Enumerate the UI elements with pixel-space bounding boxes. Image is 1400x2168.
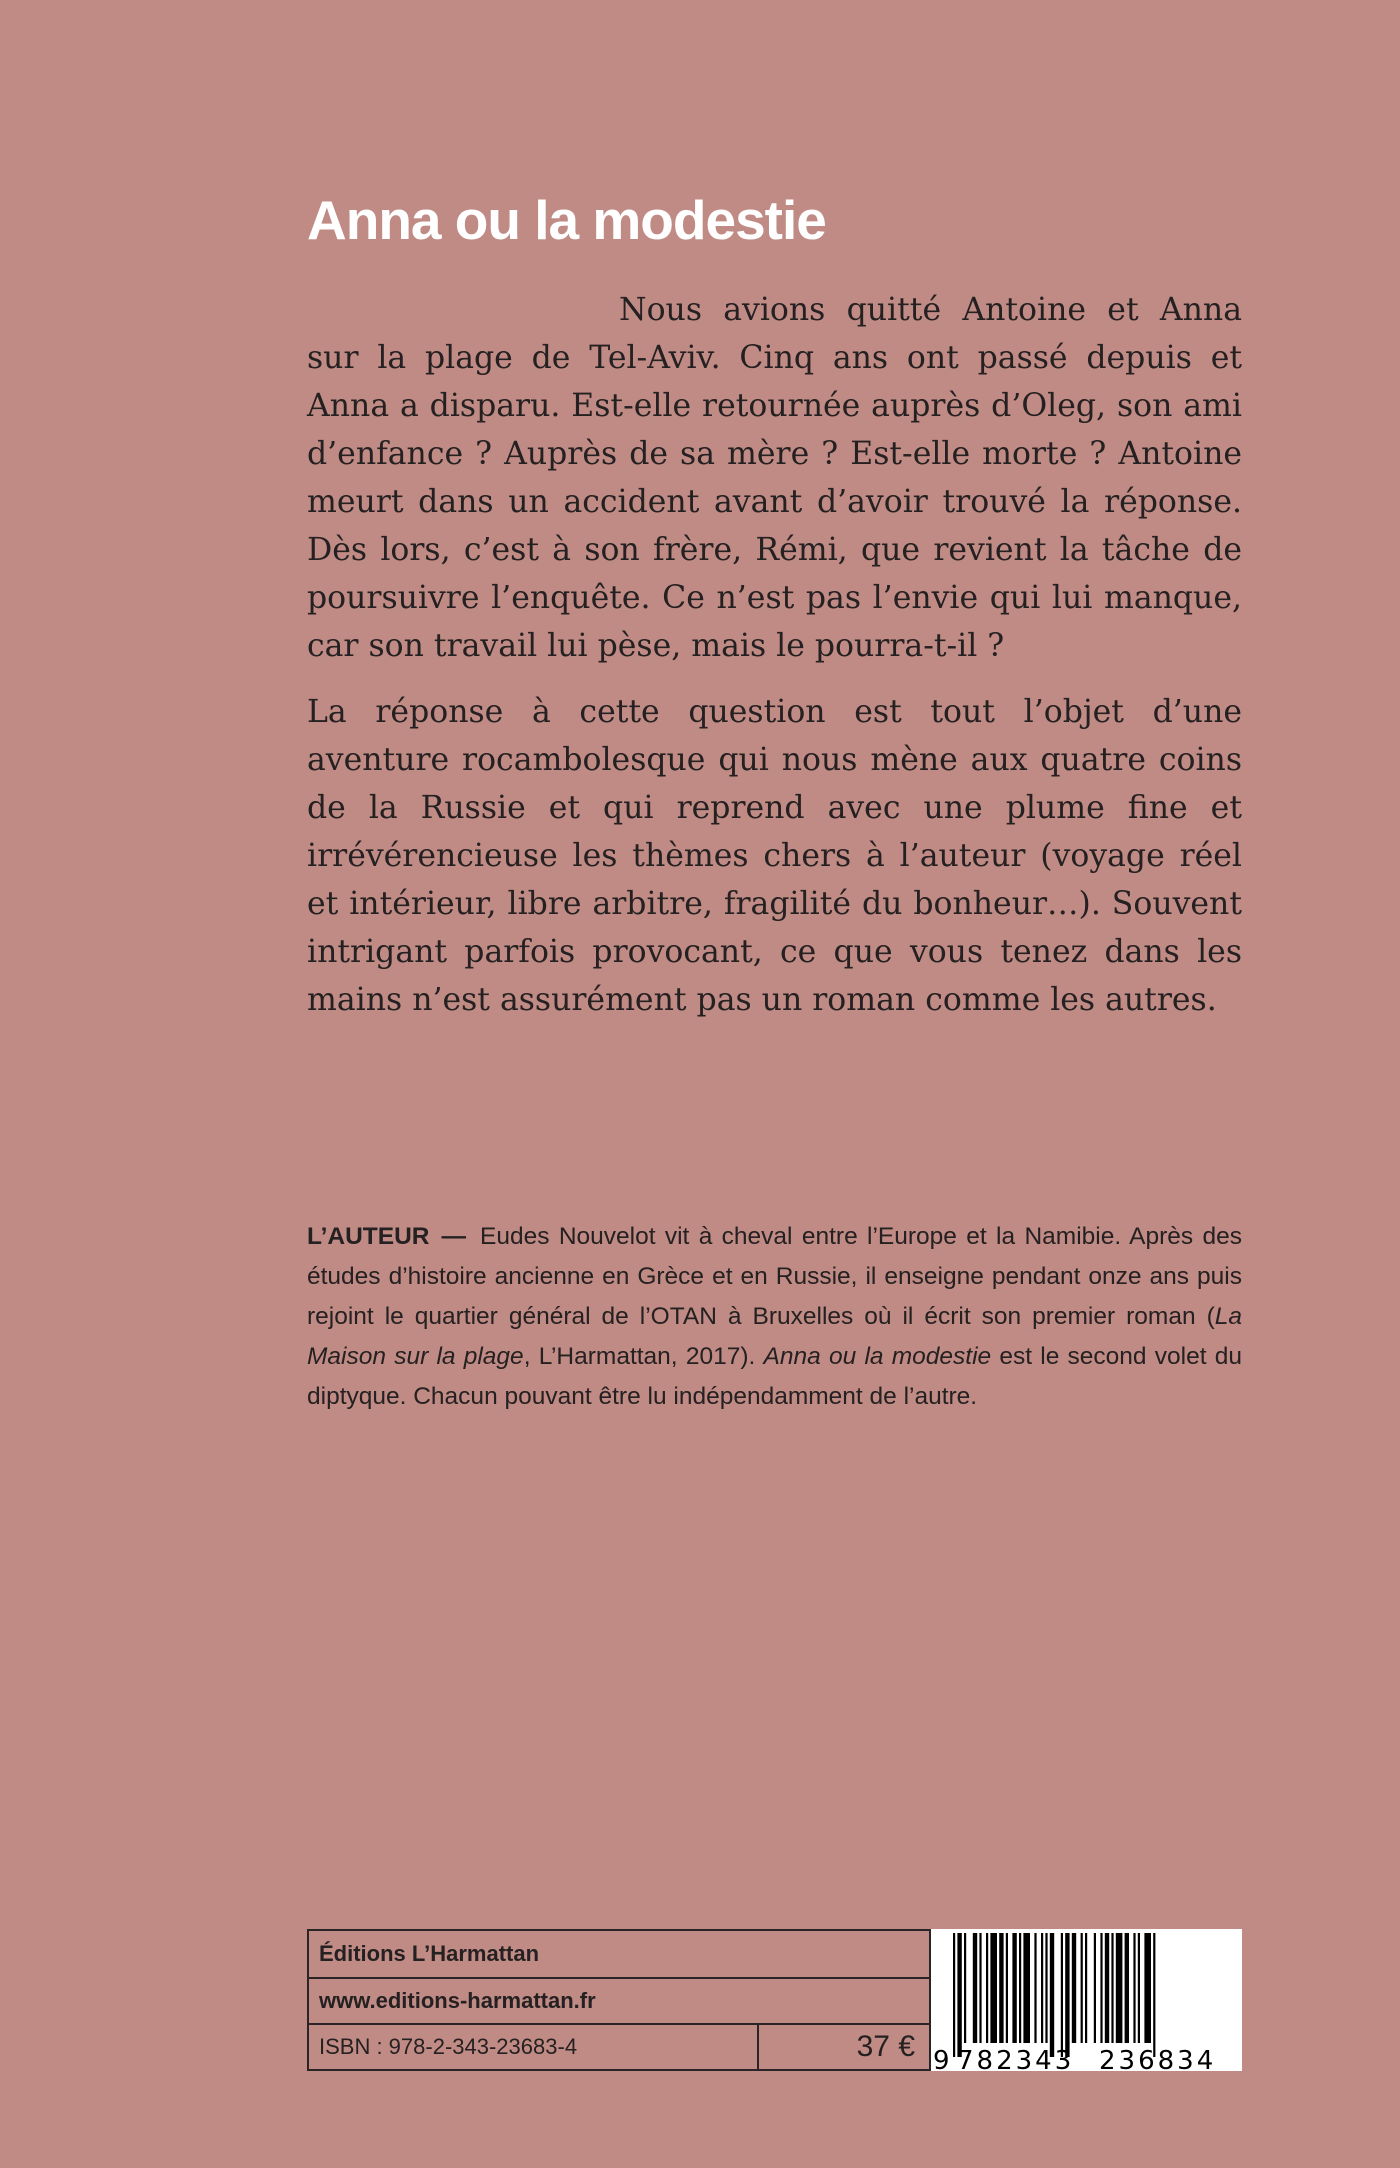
barcode-bar bbox=[953, 1933, 955, 2057]
barcode-bar bbox=[999, 1933, 1003, 2043]
barcode-bar bbox=[990, 1933, 997, 2043]
barcode-bar bbox=[1144, 1933, 1151, 2043]
blurb-paragraph-2: La réponse à cette question est tout l’objet d’une aventure rocambolesque qui nous mène aux quatre coins de la Russie et qui reprend avec une plume fine et irrévérencieuse les thèmes chers à l’auteur (voyage réel et intérieur, libre arbitre, fragilité du bonheur…). Souvent intrigant parfois provocant, ce que vous tenez dans les mains n’est assurément pas un roman comme les autres. bbox=[307, 694, 1242, 1018]
isbn-price-row bbox=[309, 2025, 929, 2069]
publisher-info-table bbox=[307, 1929, 931, 2071]
barcode-bar bbox=[1085, 1933, 1087, 2043]
barcode-graphic bbox=[931, 1929, 1242, 2071]
barcode-bar bbox=[1023, 1933, 1030, 2043]
author-dash: — bbox=[441, 1223, 466, 1250]
barcode-bar bbox=[1012, 1933, 1016, 2043]
author-label: L’AUTEUR bbox=[307, 1223, 430, 1250]
barcode-bar bbox=[1081, 1933, 1083, 2043]
barcode-right-digits: 236834 bbox=[1099, 2046, 1217, 2071]
barcode-bar bbox=[1111, 1933, 1113, 2043]
publisher-name: Éditions L’Harmattan bbox=[319, 1941, 540, 1966]
barcode-bar bbox=[1034, 1933, 1036, 2043]
website-row bbox=[309, 1979, 929, 2025]
barcode-bar bbox=[1116, 1933, 1123, 2043]
barcode-bar bbox=[1133, 1933, 1135, 2043]
author-text-3: est le second volet du diptyque. Chacun pouvant être lu indépendamment de l’autre. bbox=[307, 1343, 1242, 1410]
blurb bbox=[307, 286, 1242, 1042]
isbn: ISBN : 978-2-343-23683-4 bbox=[319, 2034, 578, 2059]
barcode-bar bbox=[1019, 1933, 1021, 2043]
barcode-bar bbox=[957, 1933, 961, 2057]
barcode bbox=[931, 1929, 1242, 2071]
barcode-bar bbox=[1006, 1933, 1008, 2043]
author-text-2: , L’Harmattan, 2017). bbox=[523, 1343, 764, 1370]
author-text-1: Eudes Nouvelot vit à cheval entre l’Europe et la Namibie. Après des études d’histoire ancienne en Grèce et en Russie, il enseigne pendant onze ans puis rejoint le quartier général de l’OTAN à Bruxelles où il écrit son premier roman ( bbox=[307, 1223, 1242, 1330]
barcode-bar bbox=[973, 1933, 977, 2043]
barcode-bar bbox=[1072, 1933, 1076, 2043]
barcode-bar bbox=[1094, 1933, 1096, 2043]
barcode-bar bbox=[1045, 1933, 1047, 2043]
barcode-bar bbox=[979, 1933, 981, 2043]
barcode-bar bbox=[1105, 1933, 1109, 2043]
blurb-paragraph-1: Nous avions quitté Antoine et Anna sur la plage de Tel-Aviv. Cinq ans ont passé depuis et Anna a disparu. Est-elle retournée auprès d’Oleg, son ami d’enfance ? Auprès de sa mère ? Est-elle morte ? Antoine meurt dans un accident avant d’avoir trouvé la réponse. Dès lors, c’est à son frère, Rémi, que revient la tâche de poursuivre l’enquête. Ce n’est pas l’envie qui lui manque, car son travail lui pèse, mais le pourra-t-il ? bbox=[307, 292, 1242, 664]
barcode-bar bbox=[1125, 1933, 1129, 2043]
barcode-first-digit: 9 bbox=[933, 2046, 950, 2071]
author-bio bbox=[307, 1217, 1242, 1417]
first-book-title: La Maison sur la plage bbox=[307, 1303, 1242, 1370]
barcode-bar bbox=[1153, 1933, 1155, 2057]
publisher-row bbox=[309, 1931, 929, 1979]
barcode-bar bbox=[1050, 1933, 1054, 2057]
barcode-bar bbox=[1138, 1933, 1140, 2043]
barcode-bar bbox=[986, 1933, 988, 2043]
price: 37 € bbox=[757, 2025, 929, 2069]
book-title: Anna ou la modestie bbox=[307, 189, 826, 251]
barcode-bar bbox=[964, 1933, 966, 2043]
book-title-ref: Anna ou la modestie bbox=[763, 1343, 992, 1370]
barcode-bar bbox=[1100, 1933, 1102, 2043]
barcode-bar bbox=[1061, 1933, 1063, 2057]
barcode-bar bbox=[1065, 1933, 1069, 2057]
barcode-left-digits: 782343 bbox=[957, 2046, 1075, 2071]
publisher-website[interactable]: www.editions-harmattan.fr bbox=[319, 1988, 596, 2013]
barcode-bar bbox=[1041, 1933, 1043, 2043]
